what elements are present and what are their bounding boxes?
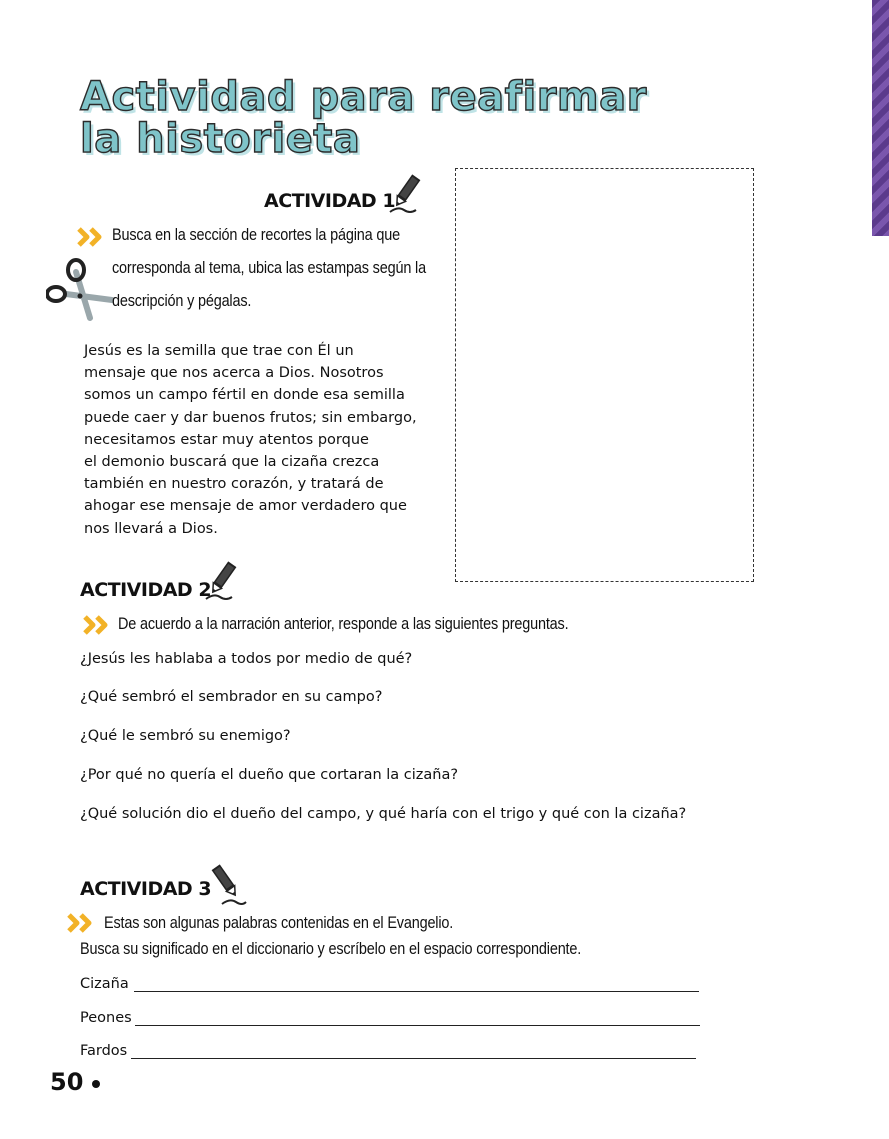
activity-1-body-text — [84, 340, 434, 540]
activity-1-heading: ACTIVIDAD 1 — [264, 190, 396, 212]
chevron-double-icon — [66, 912, 96, 934]
body-line: el demonio buscará que la cizaña crezca — [84, 454, 380, 471]
body-line: somos un campo fértil en donde esa semilla — [84, 387, 405, 404]
question-4: ¿Por qué no quería el dueño que cortaran la cizaña? — [80, 767, 459, 783]
scissors-icon — [46, 258, 114, 324]
chevron-double-icon — [76, 226, 106, 248]
pencil-icon — [386, 172, 426, 216]
activity-3-instruction-line-2: Busca su significado en el diccionario y escríbelo en el espacio correspondiente. — [80, 939, 582, 958]
question-3: ¿Qué le sembró su enemigo? — [80, 728, 291, 744]
answer-line-fardos[interactable] — [131, 1058, 696, 1059]
answer-line-peones[interactable] — [135, 1025, 700, 1026]
activity-3-heading: ACTIVIDAD 3 — [80, 878, 212, 900]
side-stripe — [872, 0, 889, 236]
activity-2-instruction: De acuerdo a la narración anterior, responde a las siguientes preguntas. — [118, 614, 569, 633]
body-line: puede caer y dar buenos frutos; sin embargo, — [84, 409, 417, 426]
body-line: necesitamos estar muy atentos porque — [84, 431, 369, 448]
page-number: 50 — [50, 1068, 84, 1096]
body-line: mensaje que nos acerca a Dios. Nosotros — [84, 365, 384, 382]
activity-3-instruction-line-1: Estas son algunas palabras contenidas en el Evangelio. — [104, 913, 454, 932]
pencil-icon — [204, 862, 248, 908]
chevron-double-icon — [82, 614, 112, 636]
body-line: nos llevará a Dios. — [84, 520, 218, 537]
question-1: ¿Jesús les hablaba a todos por medio de qué? — [80, 651, 413, 667]
activity-1-instruction-line-3: descripción y pégalas. — [112, 291, 252, 310]
title-line-2: la historieta — [80, 116, 361, 162]
body-line: también en nuestro corazón, y tratará de — [84, 476, 384, 493]
title-line-1: Actividad para reafirmar — [80, 74, 647, 120]
page-number-dot — [92, 1080, 100, 1088]
activity-2-heading: ACTIVIDAD 2 — [80, 579, 212, 601]
pencil-icon — [202, 559, 242, 603]
sticker-placement-area[interactable] — [455, 168, 754, 582]
activity-1-instruction-line-2: corresponda al tema, ubica las estampas según la — [112, 258, 426, 277]
body-line: ahogar ese mensaje de amor verdadero que — [84, 498, 407, 515]
body-line: Jesús es la semilla que trae con Él un — [84, 343, 354, 359]
word-fardos-label: Fardos — [80, 1043, 128, 1059]
word-cizana-label: Cizaña — [80, 976, 129, 992]
activity-1-instruction-line-1: Busca en la sección de recortes la página que — [112, 225, 400, 244]
page-title — [80, 76, 647, 160]
answer-line-cizana[interactable] — [134, 991, 699, 992]
question-5: ¿Qué solución dio el dueño del campo, y qué haría con el trigo y qué con la cizaña? — [80, 806, 687, 822]
word-peones-label: Peones — [80, 1010, 132, 1026]
question-2: ¿Qué sembró el sembrador en su campo? — [80, 689, 383, 705]
